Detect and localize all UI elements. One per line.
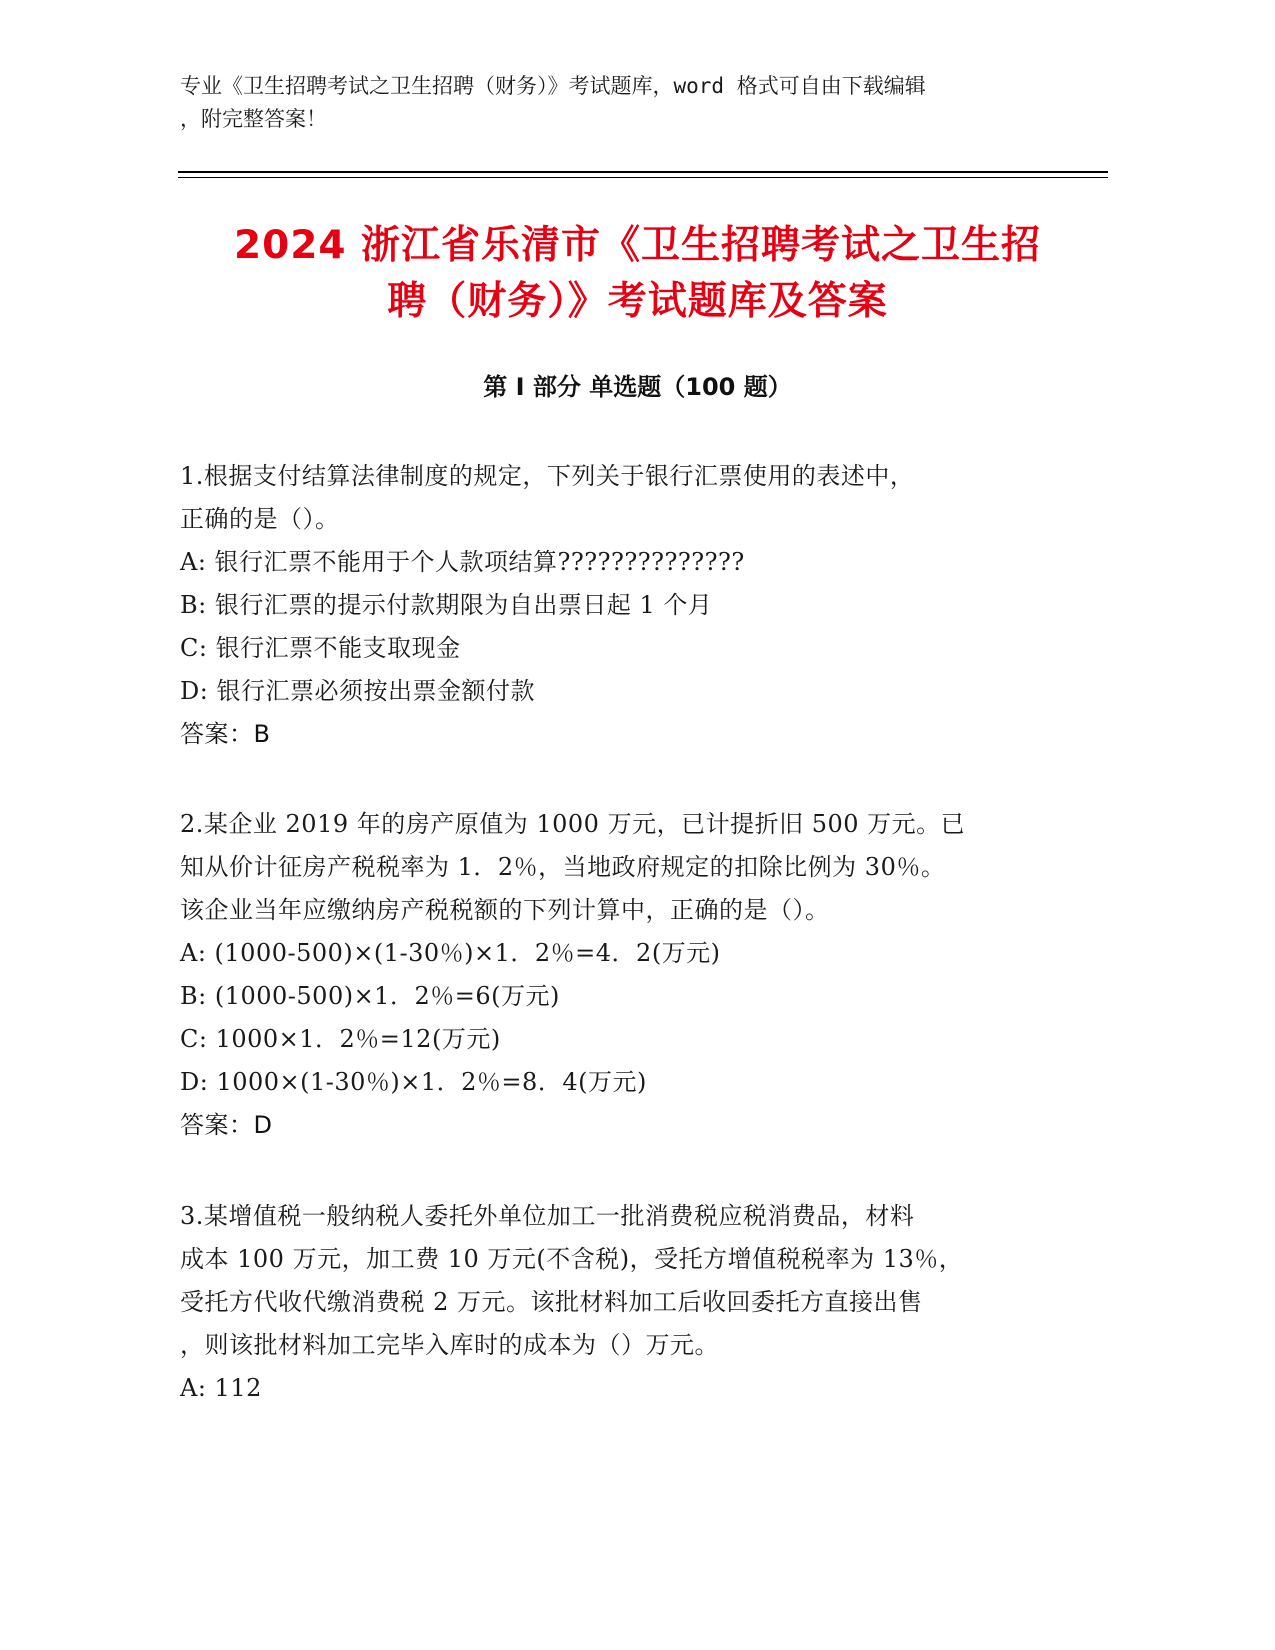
header-note-line-2: ，附完整答案！ <box>180 107 327 131</box>
header-note-line-1: 专业《卫生招聘考试之卫生招聘（财务）》考试题库，word 格式可自由下载编辑 <box>180 74 926 98</box>
question-stem-line: 该企业当年应缴纳房产税税额的下列计算中，正确的是（）。 <box>180 896 830 924</box>
document-title-line-1: 2024 浙江省乐清市《卫生招聘考试之卫生招 <box>233 223 1042 268</box>
option-a: A: 银行汇票不能用于个人款项结算?????????????? <box>180 548 745 576</box>
question-stem-line: 知从价计征房产税税率为 1．2％，当地政府规定的扣除比例为 30％。 <box>180 853 946 881</box>
option-c: C: 1000×1．2％=12(万元) <box>180 1025 501 1053</box>
answer: 答案：B <box>180 720 271 748</box>
option-c: C: 银行汇票不能支取现金 <box>180 634 461 662</box>
option-a: A: 112 <box>180 1374 262 1402</box>
header-note <box>180 70 1080 136</box>
question-2 <box>180 803 1060 1147</box>
question-stem-line: 正确的是（）。 <box>180 505 340 533</box>
question-stem-line: 2.某企业 2019 年的房产原值为 1000 万元，已计提折旧 500 万元。已 <box>180 810 966 838</box>
section-heading: 第 I 部分 单选题（100 题） <box>483 373 792 401</box>
option-a: A: (1000-500)×(1-30％)×1．2％=4．2(万元) <box>180 939 721 967</box>
document-title-line-2: 聘（财务）》考试题库及答案 <box>387 279 888 324</box>
option-b: B: 银行汇票的提示付款期限为自出票日起 1 个月 <box>180 591 713 619</box>
question-1 <box>180 455 1060 756</box>
document-title <box>150 218 1125 330</box>
option-b: B: (1000-500)×1．2％=6(万元) <box>180 982 560 1010</box>
question-stem-line: 3.某增值税一般纳税人委托外单位加工一批消费税应税消费品，材料 <box>180 1202 915 1230</box>
option-d: D: 银行汇票必须按出票金额付款 <box>180 677 535 705</box>
question-3 <box>180 1195 1060 1410</box>
option-d: D: 1000×(1-30％)×1．2％=8．4(万元) <box>180 1068 647 1096</box>
answer: 答案：D <box>180 1111 273 1139</box>
header-divider-thick <box>178 171 1108 173</box>
question-stem-line: 1.根据支付结算法律制度的规定，下列关于银行汇票使用的表述中， <box>180 462 915 490</box>
question-stem-line: ，则该批材料加工完毕入库时的成本为（）万元。 <box>180 1331 719 1359</box>
question-stem-line: 成本 100 万元，加工费 10 万元(不含税)，受托方增值税税率为 13％， <box>180 1245 964 1273</box>
header-divider-thin <box>178 177 1108 178</box>
question-stem-line: 受托方代收代缴消费税 2 万元。该批材料加工后收回委托方直接出售 <box>180 1288 923 1316</box>
